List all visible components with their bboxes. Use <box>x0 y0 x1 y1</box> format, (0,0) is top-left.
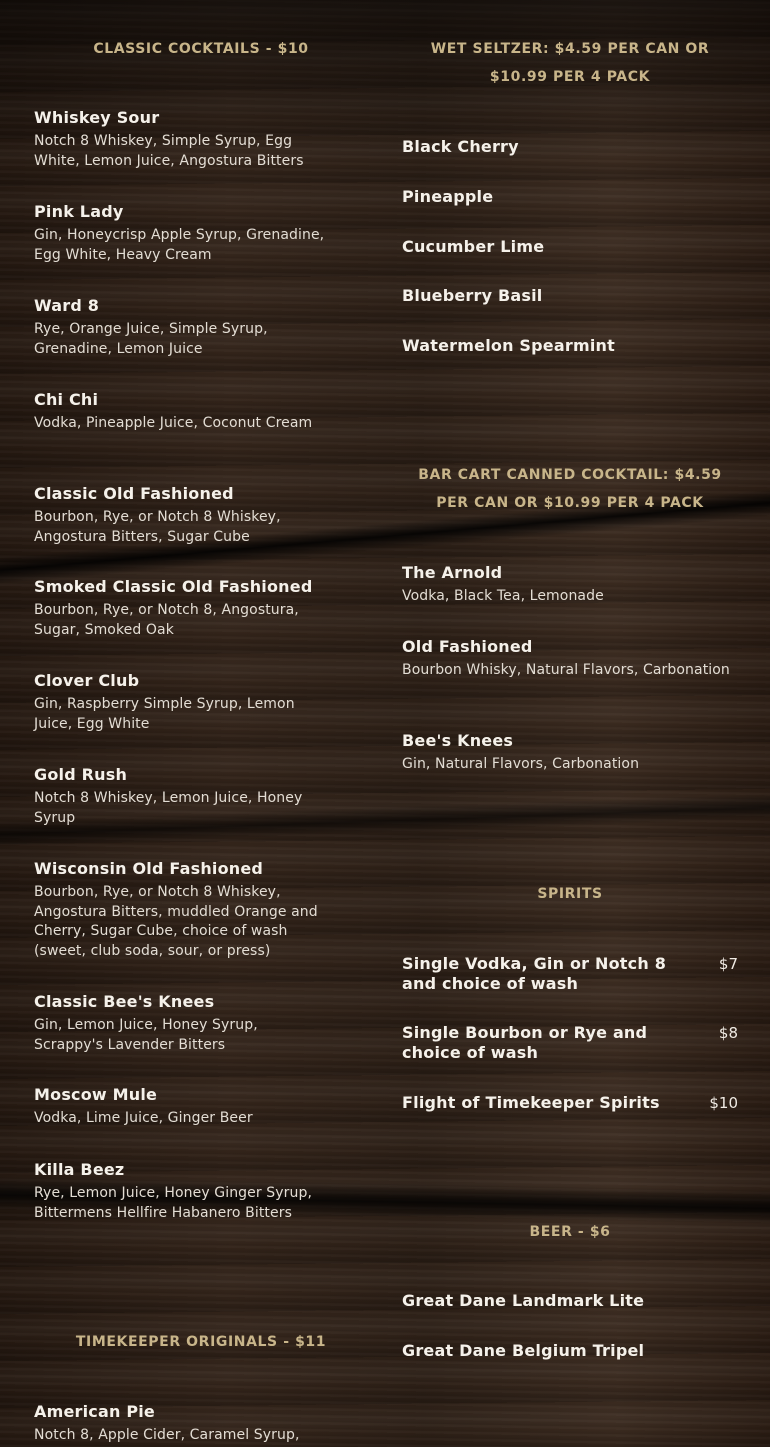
menu-item-watermelon-spearmint <box>402 336 738 356</box>
menu-item-old-fashioned-can <box>402 637 738 681</box>
menu-item-blueberry-basil <box>402 286 738 306</box>
item-description: Rye, Orange Juice, Simple Syrup, Grenadine, Lemon Juice <box>34 321 268 357</box>
menu-item-american-pie <box>34 1402 326 1446</box>
menu-item-gold-rush <box>34 765 326 828</box>
menu-item-whiskey-sour <box>34 108 326 171</box>
item-name: Chi Chi <box>34 390 99 409</box>
menu-item-killa-beez <box>34 1160 326 1223</box>
item-description: Vodka, Black Tea, Lemonade <box>402 588 604 604</box>
menu-item-wisconsin-old-fashioned <box>34 859 326 961</box>
classic-cocktails-heading: CLASSIC COCKTAILS - $10 <box>93 41 309 57</box>
item-description: Notch 8 Whiskey, Simple Syrup, Egg White, Lemon Juice, Angostura Bitters <box>34 133 304 169</box>
menu-item-bees-knees-can <box>402 731 738 775</box>
menu-item-spirits-flight <box>402 1093 738 1113</box>
item-name: Smoked Classic Old Fashioned <box>34 577 313 596</box>
menu-item-black-cherry <box>402 137 738 157</box>
item-name: Wisconsin Old Fashioned <box>34 859 264 878</box>
wet-seltzer-heading: WET SELTZER: $4.59 PER CAN OR $10.99 PER 4 PACK <box>430 41 710 85</box>
item-description: Vodka, Pineapple Juice, Coconut Cream <box>34 415 313 431</box>
item-name: Bee's Knees <box>402 731 514 750</box>
item-description: Notch 8, Apple Cider, Caramel Syrup, <box>34 1427 300 1443</box>
item-name: Classic Old Fashioned <box>34 484 234 503</box>
item-price: $7 <box>718 955 738 973</box>
item-description: Rye, Lemon Juice, Honey Ginger Syrup, Bittermens Hellfire Habanero Bitters <box>34 1185 313 1221</box>
item-description: Bourbon, Rye, or Notch 8 Whiskey, Angostura Bitters, muddled Orange and Cherry, Sugar Cube, choice of wash (sweet, club soda, sour, or press) <box>34 884 318 959</box>
item-name: The Arnold <box>402 563 503 582</box>
item-name: Ward 8 <box>34 296 100 315</box>
canned-cocktail-heading: BAR CART CANNED COCKTAIL: $4.59 PER CAN OR $10.99 PER 4 PACK <box>418 467 722 511</box>
item-name: Flight of Timekeeper Spirits <box>402 1093 660 1112</box>
menu-item-clover-club <box>34 671 326 734</box>
menu-item-landmark-lite <box>402 1291 738 1311</box>
menu-item-moscow-mule <box>34 1085 326 1129</box>
item-name: Blueberry Basil <box>402 286 543 305</box>
item-name: Watermelon Spearmint <box>402 336 615 355</box>
item-name: Black Cherry <box>402 137 519 156</box>
item-name: Single Vodka, Gin or Notch 8 and choice of wash <box>402 954 667 993</box>
menu-item-pineapple <box>402 187 738 207</box>
item-name: Pink Lady <box>34 202 124 221</box>
item-description: Gin, Lemon Juice, Honey Syrup, Scrappy's Lavender Bitters <box>34 1017 258 1053</box>
menu-item-chi-chi <box>34 390 326 434</box>
item-description: Bourbon, Rye, or Notch 8, Angostura, Sugar, Smoked Oak <box>34 602 299 638</box>
item-name: American Pie <box>34 1402 155 1421</box>
item-name: Classic Bee's Knees <box>34 992 215 1011</box>
item-name: Clover Club <box>34 671 140 690</box>
item-price: $10 <box>709 1094 738 1112</box>
menu-item-the-arnold <box>402 563 738 607</box>
item-name: Great Dane Belgium Tripel <box>402 1341 645 1360</box>
beer-heading: BEER - $6 <box>529 1224 611 1240</box>
menu-item-single-bourbon <box>402 1023 738 1063</box>
item-description: Notch 8 Whiskey, Lemon Juice, Honey Syrup <box>34 790 303 826</box>
menu-item-smoked-classic-old-fashioned <box>34 577 326 640</box>
item-name: Great Dane Landmark Lite <box>402 1291 645 1310</box>
spirits-heading: SPIRITS <box>537 886 603 902</box>
item-description: Vodka, Lime Juice, Ginger Beer <box>34 1110 253 1126</box>
item-description: Bourbon Whisky, Natural Flavors, Carbonation <box>402 662 730 678</box>
item-name: Killa Beez <box>34 1160 125 1179</box>
menu-item-pink-lady <box>34 202 326 265</box>
item-name: Whiskey Sour <box>34 108 160 127</box>
item-price: $8 <box>718 1024 738 1042</box>
timekeeper-originals-heading: TIMEKEEPER ORIGINALS - $11 <box>75 1334 327 1350</box>
menu-item-ward-8 <box>34 296 326 359</box>
menu-item-cucumber-lime <box>402 237 738 257</box>
menu-item-single-vodka <box>402 954 738 994</box>
menu-item-belgium-tripel <box>402 1341 738 1361</box>
menu-item-classic-bees-knees <box>34 992 326 1055</box>
item-name: Cucumber Lime <box>402 237 545 256</box>
item-description: Gin, Raspberry Simple Syrup, Lemon Juice, Egg White <box>34 696 295 732</box>
menu-item-classic-old-fashioned <box>34 484 326 547</box>
item-name: Gold Rush <box>34 765 128 784</box>
item-description: Bourbon, Rye, or Notch 8 Whiskey, Angostura Bitters, Sugar Cube <box>34 509 281 545</box>
item-description: Gin, Honeycrisp Apple Syrup, Grenadine, Egg White, Heavy Cream <box>34 227 325 263</box>
item-description: Gin, Natural Flavors, Carbonation <box>402 756 640 772</box>
item-name: Pineapple <box>402 187 494 206</box>
item-name: Single Bourbon or Rye and choice of wash <box>402 1023 648 1062</box>
item-name: Moscow Mule <box>34 1085 158 1104</box>
item-name: Old Fashioned <box>402 637 533 656</box>
